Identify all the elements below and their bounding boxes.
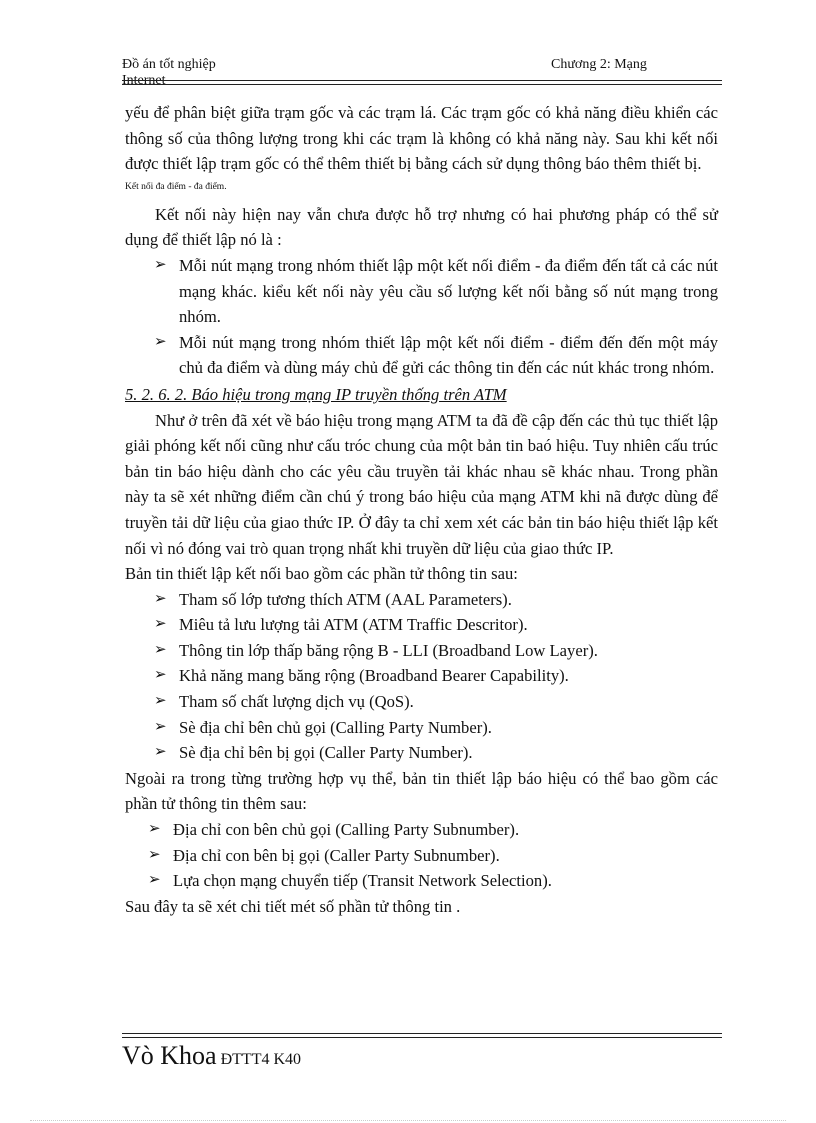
list-item xyxy=(125,868,718,894)
bullet-list-methods xyxy=(125,253,718,381)
list-item xyxy=(125,612,718,638)
document-body xyxy=(125,100,718,919)
footer-rule-top xyxy=(122,1033,722,1034)
paragraph-4: Bản tin thiết lập kết nối bao gồm các phần tử thông tin sau: xyxy=(125,564,518,584)
arrow-bullet-icon: ➢ xyxy=(148,872,161,889)
arrow-bullet-icon: ➢ xyxy=(154,590,167,607)
arrow-bullet-icon: ➢ xyxy=(148,821,161,838)
paragraph-5: Ngoài ra trong từng trường hợp vụ thể, bản tin thiết lập báo hiệu có thể bao gồm các phần tử thông tin thêm sau: xyxy=(125,768,718,814)
small-heading: Kết nối đa điểm - đa điểm. xyxy=(125,181,227,192)
footer-author: Vò Khoa xyxy=(122,1041,217,1070)
list-item-text: Miêu tả lưu lượng tải ATM (ATM Traffic Descritor). xyxy=(179,615,528,635)
list-item-text: Tham số lớp tương thích ATM (AAL Parameters). xyxy=(179,589,512,609)
list-item-text: Tham số chất lượng dịch vụ (QoS). xyxy=(179,692,414,712)
page-edge-divider xyxy=(30,1120,786,1121)
footer-rule-bottom xyxy=(122,1037,722,1038)
arrow-bullet-icon: ➢ xyxy=(154,718,167,735)
arrow-bullet-icon: ➢ xyxy=(154,667,167,684)
arrow-bullet-icon: ➢ xyxy=(148,846,161,863)
list-item xyxy=(125,740,718,766)
list-item-text: Mỗi nút mạng trong nhóm thiết lập một kết nối điểm - điểm đến đến một máy chủ đa điểm và dùng máy chủ để gửi các thông tin đến các nút khác trong nhóm. xyxy=(179,332,718,378)
list-item xyxy=(125,689,718,715)
arrow-bullet-icon: ➢ xyxy=(154,641,167,658)
list-item-text: Sè địa chỉ bên chủ gọi (Calling Party Number). xyxy=(179,717,492,737)
paragraph-6: Sau đây ta sẽ xét chi tiết mét số phần tử thông tin . xyxy=(125,896,461,916)
list-item xyxy=(125,817,718,843)
arrow-bullet-icon: ➢ xyxy=(154,616,167,633)
bullet-list-optional xyxy=(125,817,718,894)
list-item-text: Thông tin lớp thấp băng rộng B - LLI (Broadband Low Layer). xyxy=(179,640,598,660)
paragraph-1: yếu để phân biệt giữa trạm gốc và các trạm lá. Các trạm gốc có khả năng điều khiển các thông số của thông lượng trong khi các trạm là không có khả năng này. Sau khi kết nối được thiết lập trạm gốc có thể thêm thiết bị bằng cách sử dụng thông báo thêm thiết bị. xyxy=(125,103,718,174)
list-item xyxy=(125,253,718,330)
list-item-text: Địa chỉ con bên chủ gọi (Calling Party Subnumber). xyxy=(173,820,520,840)
footer xyxy=(122,1041,301,1075)
arrow-bullet-icon: ➢ xyxy=(154,693,167,710)
list-item-text: Sè địa chỉ bên bị gọi (Caller Party Number). xyxy=(179,743,473,763)
list-item xyxy=(125,843,718,869)
paragraph-3: Như ở trên đã xét về báo hiệu trong mạng ATM ta đã đề cập đến các thủ tục thiết lập giải phóng kết nối cũng như cấu tróc chung của một bản tin baó hiệu. Tuy nhiên cấu trúc bản tin báo hiệu dành cho các yêu cầu truyền tải khác nhau sẽ khác nhau. Trong phần này ta sẽ xét những điểm cần chú ý trong báo hiệu của mạng ATM khi nã được dùng để truyền tải dữ liệu của giao thức IP. Ở đây ta chỉ xem xét các bản tin báo hiệu thiết lập kết nối vì nó đóng vai trò quan trọng nhất khi truyền dữ liệu của giao thức IP. xyxy=(125,410,718,558)
list-item-text: Lựa chọn mạng chuyển tiếp (Transit Network Selection). xyxy=(173,871,552,891)
arrow-bullet-icon: ➢ xyxy=(154,333,167,350)
list-item-text: Khả năng mang băng rộng (Broadband Bearer Capability). xyxy=(179,666,569,686)
list-item xyxy=(125,715,718,741)
section-title: 5. 2. 6. 2. Báo hiệu trong mạng IP truyền thống trên ATM xyxy=(125,384,507,404)
list-item xyxy=(125,587,718,613)
list-item-text: Mỗi nút mạng trong nhóm thiết lập một kết nối điểm - đa điểm đến tất cả các nút mạng khác. kiểu kết nối này yêu cầu số lượng kết nối bằng số nút mạng trong nhóm. xyxy=(179,255,718,327)
arrow-bullet-icon: ➢ xyxy=(154,744,167,761)
bullet-list-elements xyxy=(125,587,718,766)
header-rule-bottom xyxy=(122,84,722,85)
header-rule-top xyxy=(122,80,722,81)
list-item xyxy=(125,663,718,689)
list-item-text: Địa chỉ con bên bị gọi (Caller Party Subnumber). xyxy=(173,845,500,865)
footer-class: ĐTTT4 K40 xyxy=(220,1051,302,1068)
header-chapter: Chương 2: Mạng xyxy=(551,57,647,72)
header-title: Đồ án tốt nghiệp xyxy=(122,57,216,72)
header-subtitle: Internet xyxy=(122,73,166,88)
list-item xyxy=(125,330,718,381)
arrow-bullet-icon: ➢ xyxy=(154,256,167,273)
paragraph-2: Kết nối này hiện nay vẫn chưa được hỗ trợ nhưng có hai phương pháp có thể sử dụng để thiết lập nó là : xyxy=(125,204,718,250)
list-item xyxy=(125,638,718,664)
